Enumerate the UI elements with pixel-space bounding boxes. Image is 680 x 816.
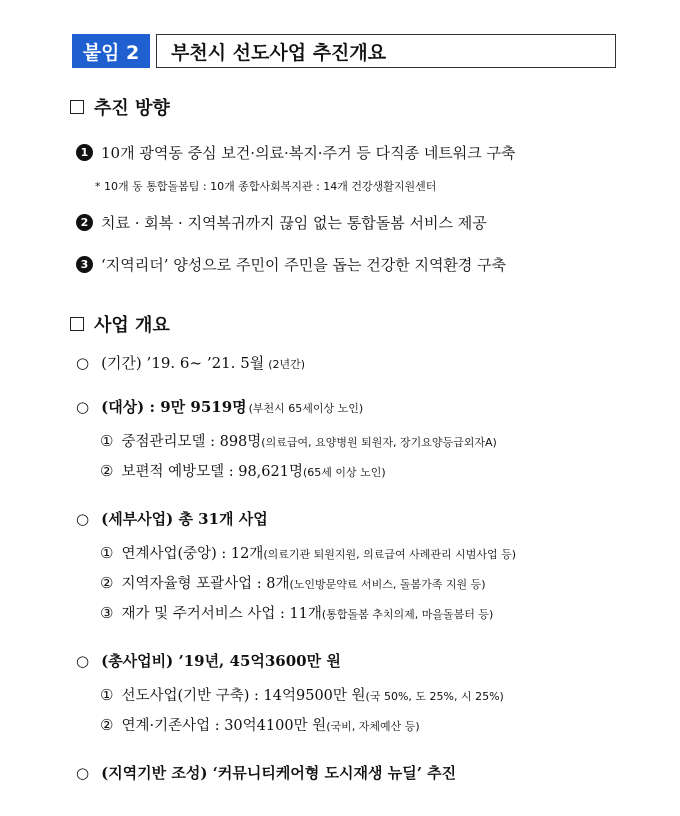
circled-2-icon: ② xyxy=(100,716,114,734)
budget-sub-label: 연계·기존사업 : 30억4100만 원 xyxy=(121,718,327,734)
ring-bullet-icon: ○ xyxy=(76,764,90,782)
circled-2-icon: ② xyxy=(100,462,114,480)
number-3-icon: 3 xyxy=(76,256,93,273)
direction-item-2 xyxy=(76,212,487,233)
budget-label: (총사업비) ’19년, 45억3600만 원 xyxy=(101,652,341,670)
ring-bullet-icon: ○ xyxy=(76,354,90,372)
target-sub-label: 보편적 예방모델 : 98,621명 xyxy=(121,464,303,480)
ring-bullet-icon: ○ xyxy=(76,398,90,416)
detail-sub-note: (노인방문약료 서비스, 돌봄가족 지원 등) xyxy=(289,578,486,591)
detail-sub-label: 지역자율형 포괄사업 : 8개 xyxy=(121,576,290,592)
detail-sub-1 xyxy=(100,542,516,563)
circled-2-icon: ② xyxy=(100,574,114,592)
overview-regional xyxy=(76,762,456,783)
target-label: (대상) : 9만 9519명 xyxy=(101,398,247,416)
overview-budget xyxy=(76,650,341,671)
detail-sub-label: 연계사업(중앙) : 12개 xyxy=(121,546,264,562)
overview-detail xyxy=(76,508,268,529)
detail-sub-note: (통합돌봄 추치의제, 마을돌봄터 등) xyxy=(321,608,494,621)
target-sub-label: 중점관리모델 : 898명 xyxy=(121,434,262,450)
budget-sub-label: 선도사업(기반 구축) : 14억9500만 원 xyxy=(121,688,366,704)
section-direction-heading xyxy=(70,94,170,120)
detail-label: (세부사업) 총 31개 사업 xyxy=(101,510,268,528)
page-title: 부천시 선도사업 추진개요 xyxy=(156,34,616,68)
detail-sub-2 xyxy=(100,572,486,593)
number-1-icon: 1 xyxy=(76,144,93,161)
circled-3-icon: ③ xyxy=(100,604,114,622)
period-note: (2년간) xyxy=(268,358,306,371)
target-sub-2 xyxy=(100,460,386,481)
direction-note: * 10개 동 통합돌봄팀 : 10개 종합사회복지관 : 14개 건강생활지원센터 xyxy=(95,180,437,193)
circled-1-icon: ① xyxy=(100,544,114,562)
detail-sub-label: 재가 및 주거서비스 사업 : 11개 xyxy=(121,606,322,622)
detail-sub-note: (의료기관 퇴원지원, 의료급여 사례관리 시범사업 등) xyxy=(263,548,517,561)
period-label: (기간) ’19. 6~ ’21. 5월 xyxy=(101,354,265,372)
budget-sub-1 xyxy=(100,684,504,705)
ring-bullet-icon: ○ xyxy=(76,652,90,670)
direction-item-text: 10개 광역동 중심 보건·의료·복지·주거 등 다직종 네트워크 구축 xyxy=(101,144,516,162)
section-overview-title: 사업 개요 xyxy=(94,315,170,336)
detail-sub-3 xyxy=(100,602,493,623)
section-overview-heading xyxy=(70,311,170,337)
target-note: (부천시 65세이상 노인) xyxy=(248,402,364,415)
section-direction-title: 추진 방향 xyxy=(94,98,170,119)
number-2-icon: 2 xyxy=(76,214,93,231)
regional-label: (지역기반 조성) ‘커뮤니티케어형 도시재생 뉴딜’ 추진 xyxy=(101,764,457,782)
checkbox-icon xyxy=(70,100,84,114)
budget-sub-2 xyxy=(100,714,420,735)
budget-sub-note: (국 50%, 도 25%, 시 25%) xyxy=(365,690,504,703)
target-sub-1 xyxy=(100,430,497,451)
circled-1-icon: ① xyxy=(100,686,114,704)
budget-sub-note: (국비, 자체예산 등) xyxy=(326,720,420,733)
overview-period xyxy=(76,352,305,373)
attachment-badge: 붙임 2 xyxy=(72,34,150,68)
target-sub-note: (의료급여, 요양병원 퇴원자, 장기요양등급외자A) xyxy=(261,436,497,449)
direction-item-1 xyxy=(76,142,516,163)
document-header xyxy=(72,34,616,68)
target-sub-note: (65세 이상 노인) xyxy=(302,466,386,479)
checkbox-icon xyxy=(70,317,84,331)
overview-target xyxy=(76,396,363,417)
direction-item-text: ‘지역리더’ 양성으로 주민이 주민을 돕는 건강한 지역환경 구축 xyxy=(101,256,507,274)
ring-bullet-icon: ○ xyxy=(76,510,90,528)
direction-item-3 xyxy=(76,254,506,275)
direction-item-text: 치료 · 회복 · 지역복귀까지 끊임 없는 통합돌봄 서비스 제공 xyxy=(101,214,487,232)
circled-1-icon: ① xyxy=(100,432,114,450)
